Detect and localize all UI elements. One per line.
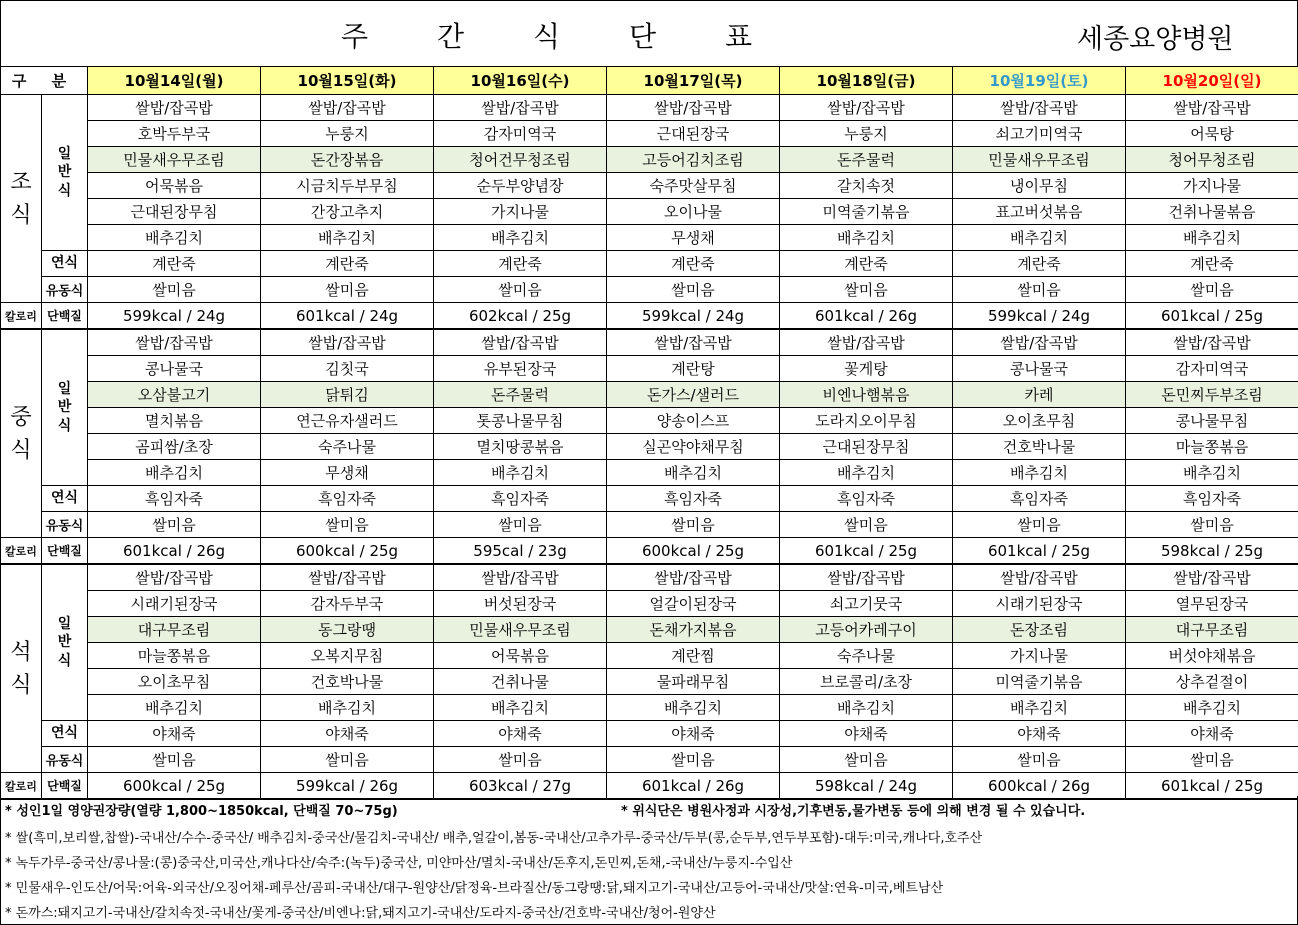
menu-item: 물파래무침 (607, 669, 780, 695)
menu-item: 도라지오이무침 (780, 408, 953, 434)
menu-item: 배추김치 (1126, 695, 1298, 721)
day-header: 10월16일(수) (434, 67, 607, 95)
menu-item: 쌀미음 (1126, 512, 1298, 538)
day-header: 10월15일(화) (261, 67, 434, 95)
menu-item: 쌀밥/잡곡밥 (261, 564, 434, 591)
menu-item: 배추김치 (1126, 225, 1298, 251)
menu-item: 배추김치 (953, 225, 1126, 251)
menu-item: 쌀밥/잡곡밥 (88, 564, 261, 591)
menu-item: 쌀미음 (607, 512, 780, 538)
menu-item: 건호박나물 (953, 434, 1126, 460)
menu-item: 건호박나물 (261, 669, 434, 695)
menu-item: 쌀미음 (434, 512, 607, 538)
menu-item: 순두부양념장 (434, 173, 607, 199)
menu-item: 쌀미음 (1126, 747, 1298, 773)
menu-item: 야채죽 (261, 721, 434, 747)
menu-row (1, 669, 1298, 695)
menu-item: 미역줄기볶음 (953, 669, 1126, 695)
nutrition-value: 599kcal / 24g (953, 303, 1126, 330)
menu-item: 건취나물 (434, 669, 607, 695)
menu-item: 배추김치 (88, 225, 261, 251)
menu-item: 유부된장국 (434, 356, 607, 382)
menu-item: 콩나물무침 (1126, 408, 1298, 434)
nutrition-value: 602kcal / 25g (434, 303, 607, 330)
menu-item: 쌀미음 (88, 277, 261, 303)
liquid-diet-label: 유동식 (42, 512, 88, 538)
menu-item: 감자미역국 (1126, 356, 1298, 382)
menu-item: 쌀밥/잡곡밥 (1126, 329, 1298, 356)
soft-diet-label: 연식 (42, 486, 88, 512)
menu-item: 청어건무청조림 (434, 147, 607, 173)
page-title (341, 15, 821, 55)
menu-item: 톳콩나물무침 (434, 408, 607, 434)
menu-item: 멸치땅콩볶음 (434, 434, 607, 460)
menu-item: 돈주물럭 (780, 147, 953, 173)
menu-item: 비엔나햄볶음 (780, 382, 953, 408)
menu-item: 흑임자죽 (88, 486, 261, 512)
title-char: 식 (533, 20, 561, 53)
liquid-row (1, 512, 1298, 538)
menu-item: 배추김치 (780, 460, 953, 486)
menu-row (1, 356, 1298, 382)
menu-row (1, 643, 1298, 669)
note-recommend: * 성인1일 영양권장량(열량 1,800~1850kcal, 단백질 70~75g) (5, 804, 398, 819)
menu-item: 쌀미음 (1126, 277, 1298, 303)
menu-row (1, 591, 1298, 617)
day-header: 10월18일(금) (780, 67, 953, 95)
menu-row (1, 199, 1298, 225)
menu-item: 배추김치 (261, 225, 434, 251)
nutrition-value: 600kcal / 25g (261, 538, 434, 565)
nutrition-value: 601kcal / 26g (88, 538, 261, 565)
menu-row (1, 173, 1298, 199)
menu-item: 가지나물 (1126, 173, 1298, 199)
nutrition-value: 600kcal / 26g (953, 773, 1126, 800)
menu-item: 근대된장무침 (780, 434, 953, 460)
liquid-row (1, 747, 1298, 773)
menu-item: 쌀밥/잡곡밥 (780, 95, 953, 121)
nutrition-value: 598kcal / 25g (1126, 538, 1298, 565)
menu-item: 오이나물 (607, 199, 780, 225)
menu-item: 배추김치 (261, 695, 434, 721)
menu-item: 근대된장국 (607, 121, 780, 147)
menu-item: 쌀미음 (780, 512, 953, 538)
menu-item: 간장고추지 (261, 199, 434, 225)
menu-row (1, 460, 1298, 486)
menu-item: 대구무조림 (88, 617, 261, 643)
hospital-name: 세종요양병원 (1077, 24, 1234, 55)
menu-item: 멸치볶음 (88, 408, 261, 434)
menu-item: 표고버섯볶음 (953, 199, 1126, 225)
menu-item: 쌀미음 (261, 512, 434, 538)
menu-item: 쌀밥/잡곡밥 (261, 95, 434, 121)
note-origin: * 녹두가루-중국산/콩나물:(콩)중국산,미국산,캐나다산/숙주:(녹두)중국산, 미얀마산/멸치-국내산/돈후지,돈민찌,돈채,-국내산/누룽지-수입산 (5, 856, 793, 871)
menu-item: 쌀미음 (434, 277, 607, 303)
menu-item: 배추김치 (88, 695, 261, 721)
menu-item: 야채죽 (88, 721, 261, 747)
menu-item: 대구무조림 (1126, 617, 1298, 643)
menu-item: 흑임자죽 (1126, 486, 1298, 512)
protein-label: 단백질 (42, 303, 88, 330)
menu-item: 배추김치 (88, 460, 261, 486)
menu-row (1, 434, 1298, 460)
menu-item: 쌀미음 (953, 512, 1126, 538)
menu-item: 쇠고기뭇국 (780, 591, 953, 617)
soft-row (1, 721, 1298, 747)
menu-item: 배추김치 (1126, 460, 1298, 486)
menu-item: 쌀미음 (780, 277, 953, 303)
menu-item: 민물새우무조림 (434, 617, 607, 643)
menu-item: 흑임자죽 (953, 486, 1126, 512)
menu-item: 어묵탕 (1126, 121, 1298, 147)
menu-row (1, 617, 1298, 643)
menu-item: 흑임자죽 (780, 486, 953, 512)
nutrition-value: 595cal / 23g (434, 538, 607, 565)
menu-item: 배추김치 (434, 695, 607, 721)
menu-item: 계란죽 (780, 251, 953, 277)
menu-item: 가지나물 (434, 199, 607, 225)
menu-item: 시금치두부무침 (261, 173, 434, 199)
menu-item: 계란죽 (953, 251, 1126, 277)
menu-item: 쌀미음 (607, 277, 780, 303)
menu-item: 돈가스/샐러드 (607, 382, 780, 408)
menu-item: 쌀밥/잡곡밥 (261, 329, 434, 356)
nutrition-value: 598kcal / 24g (780, 773, 953, 800)
menu-item: 계란죽 (88, 251, 261, 277)
nutrition-value: 600kcal / 25g (88, 773, 261, 800)
menu-item: 콩나물국 (953, 356, 1126, 382)
notes-section (0, 796, 1298, 925)
menu-item: 오삼불고기 (88, 382, 261, 408)
menu-item: 숙주맛살무침 (607, 173, 780, 199)
calorie-label: 칼로리 (1, 303, 42, 330)
menu-item: 쌀밥/잡곡밥 (1126, 95, 1298, 121)
menu-row (1, 408, 1298, 434)
menu-item: 돈주물럭 (434, 382, 607, 408)
menu-item: 버섯야채볶음 (1126, 643, 1298, 669)
calorie-label: 칼로리 (1, 773, 42, 800)
menu-item: 쌀밥/잡곡밥 (780, 329, 953, 356)
menu-item: 쌀미음 (953, 747, 1126, 773)
menu-row (1, 147, 1298, 173)
nutrition-value: 600kcal / 25g (607, 538, 780, 565)
menu-item: 민물새우무조림 (88, 147, 261, 173)
menu-item: 쌀밥/잡곡밥 (953, 95, 1126, 121)
menu-item: 상추겉절이 (1126, 669, 1298, 695)
menu-item: 무생채 (607, 225, 780, 251)
menu-item: 숙주나물 (780, 643, 953, 669)
nutrition-row (1, 303, 1298, 330)
menu-item: 쌀미음 (261, 747, 434, 773)
menu-item: 버섯된장국 (434, 591, 607, 617)
soft-diet-label: 연식 (42, 251, 88, 277)
menu-item: 계란죽 (1126, 251, 1298, 277)
note-origin: * 쌀(흑미,보리쌀,찹쌀)-국내산/수수-중국산/ 배추김치-중국산/물김치-국내산/ 배추,얼갈이,봄동-국내산/고추가루-중국산/두부(콩,순두부,연두부포함)-대두:미국,캐나다,호주산 (5, 831, 983, 846)
menu-item: 쌀미음 (88, 512, 261, 538)
meal-label: 석 식 (1, 564, 42, 773)
menu-item: 갈치속젓 (780, 173, 953, 199)
menu-item: 계란탕 (607, 356, 780, 382)
menu-item: 쌀미음 (88, 747, 261, 773)
menu-item: 쌀밥/잡곡밥 (607, 95, 780, 121)
menu-item: 무생채 (261, 460, 434, 486)
note-origin: * 돈까스:돼지고기-국내산/갈치속젓-국내산/꽃게-중국산/비엔나:닭,돼지고기-국내산/도라지-중국산/건호박-국내산/청어-원양산 (5, 906, 716, 921)
menu-item: 쌀밥/잡곡밥 (607, 329, 780, 356)
menu-row (1, 564, 1298, 591)
menu-item: 고등어카레구이 (780, 617, 953, 643)
menu-item: 시래기된장국 (88, 591, 261, 617)
menu-item: 쌀밥/잡곡밥 (953, 564, 1126, 591)
menu-item: 흑임자죽 (607, 486, 780, 512)
menu-item: 열무된장국 (1126, 591, 1298, 617)
nutrition-value: 601kcal / 26g (607, 773, 780, 800)
menu-item: 마늘쫑볶음 (88, 643, 261, 669)
nutrition-value: 599kcal / 26g (261, 773, 434, 800)
meal-label: 중 식 (1, 329, 42, 538)
menu-item: 가지나물 (953, 643, 1126, 669)
soft-row (1, 251, 1298, 277)
liquid-diet-label: 유동식 (42, 277, 88, 303)
calorie-label: 칼로리 (1, 538, 42, 565)
menu-item: 돈간장볶음 (261, 147, 434, 173)
sheet-header (0, 0, 1298, 67)
menu-item: 계란찜 (607, 643, 780, 669)
nutrition-value: 603kcal / 27g (434, 773, 607, 800)
title-char: 표 (725, 20, 753, 53)
menu-item: 동그랑땡 (261, 617, 434, 643)
menu-item: 실곤약야채무침 (607, 434, 780, 460)
general-diet-label: 일 반 식 (42, 329, 88, 486)
menu-item: 청어무청조림 (1126, 147, 1298, 173)
nutrition-value: 601kcal / 25g (780, 538, 953, 565)
day-header: 10월14일(월) (88, 67, 261, 95)
menu-item: 오이초무침 (953, 408, 1126, 434)
menu-item: 야채죽 (1126, 721, 1298, 747)
menu-item: 고등어김치조림 (607, 147, 780, 173)
header-row (1, 67, 1298, 95)
menu-row (1, 225, 1298, 251)
menu-item: 배추김치 (607, 695, 780, 721)
menu-item: 쌀미음 (434, 747, 607, 773)
nutrition-value: 601kcal / 25g (1126, 773, 1298, 800)
menu-item: 감자미역국 (434, 121, 607, 147)
protein-label: 단백질 (42, 538, 88, 565)
menu-item: 근대된장무침 (88, 199, 261, 225)
nutrition-value: 601kcal / 24g (261, 303, 434, 330)
menu-item: 카레 (953, 382, 1126, 408)
menu-item: 냉이무침 (953, 173, 1126, 199)
general-diet-label: 일 반 식 (42, 95, 88, 251)
menu-item: 쌀밥/잡곡밥 (607, 564, 780, 591)
menu-item: 곰피쌈/초장 (88, 434, 261, 460)
menu-item: 야채죽 (780, 721, 953, 747)
menu-row (1, 95, 1298, 121)
menu-item: 쌀밥/잡곡밥 (780, 564, 953, 591)
menu-item: 양송이스프 (607, 408, 780, 434)
menu-item: 배추김치 (953, 460, 1126, 486)
menu-item: 누룽지 (780, 121, 953, 147)
menu-item: 어묵볶음 (88, 173, 261, 199)
menu-item: 흑임자죽 (261, 486, 434, 512)
liquid-row (1, 277, 1298, 303)
nutrition-value: 599kcal / 24g (88, 303, 261, 330)
note-origin: * 민물새우-인도산/어묵:어육-외국산/오징어채-페루산/곰피-국내산/대구-원양산/닭정육-브라질산/동그랑땡:닭,돼지고기-국내산/고등어-국내산/맛살:연육-미국,베트남산 (5, 881, 944, 896)
title-char: 단 (629, 20, 657, 53)
menu-item: 야채죽 (953, 721, 1126, 747)
menu-item: 오복지무침 (261, 643, 434, 669)
general-diet-label: 일 반 식 (42, 564, 88, 721)
menu-item: 돈장조림 (953, 617, 1126, 643)
menu-item: 민물새우무조림 (953, 147, 1126, 173)
gubun-header: 구 분 (1, 67, 88, 95)
menu-item: 돈민찌두부조림 (1126, 382, 1298, 408)
day-header: 10월19일(토) (953, 67, 1126, 95)
liquid-diet-label: 유동식 (42, 747, 88, 773)
menu-row (1, 382, 1298, 408)
menu-item: 배추김치 (434, 225, 607, 251)
menu-item: 야채죽 (434, 721, 607, 747)
menu-item: 오이초무침 (88, 669, 261, 695)
nutrition-value: 601kcal / 25g (953, 538, 1126, 565)
menu-item: 배추김치 (607, 460, 780, 486)
menu-item: 쌀밥/잡곡밥 (88, 95, 261, 121)
menu-item: 닭튀김 (261, 382, 434, 408)
menu-item: 쇠고기미역국 (953, 121, 1126, 147)
title-char: 간 (437, 20, 465, 53)
menu-item: 숙주나물 (261, 434, 434, 460)
menu-item: 꽃게탕 (780, 356, 953, 382)
menu-row (1, 695, 1298, 721)
meal-label: 조 식 (1, 95, 42, 303)
menu-item: 돈채가지볶음 (607, 617, 780, 643)
soft-diet-label: 연식 (42, 721, 88, 747)
menu-item: 쌀밥/잡곡밥 (434, 95, 607, 121)
menu-item: 쌀밥/잡곡밥 (434, 564, 607, 591)
protein-label: 단백질 (42, 773, 88, 800)
menu-item: 계란죽 (607, 251, 780, 277)
menu-item: 어묵볶음 (434, 643, 607, 669)
menu-item: 흑임자죽 (434, 486, 607, 512)
menu-item: 콩나물국 (88, 356, 261, 382)
menu-item: 브로콜리/초장 (780, 669, 953, 695)
menu-item: 계란죽 (434, 251, 607, 277)
menu-item: 호박두부국 (88, 121, 261, 147)
menu-item: 쌀미음 (953, 277, 1126, 303)
day-header: 10월20일(일) (1126, 67, 1298, 95)
menu-item: 배추김치 (953, 695, 1126, 721)
menu-item: 연근유자샐러드 (261, 408, 434, 434)
menu-item: 미역줄기볶음 (780, 199, 953, 225)
menu-item: 배추김치 (780, 225, 953, 251)
menu-item: 김칫국 (261, 356, 434, 382)
menu-row (1, 121, 1298, 147)
menu-item: 마늘쫑볶음 (1126, 434, 1298, 460)
soft-row (1, 486, 1298, 512)
menu-row (1, 329, 1298, 356)
menu-item: 감자두부국 (261, 591, 434, 617)
menu-item: 쌀밥/잡곡밥 (1126, 564, 1298, 591)
nutrition-value: 601kcal / 26g (780, 303, 953, 330)
menu-item: 배추김치 (434, 460, 607, 486)
nutrition-row (1, 538, 1298, 565)
menu-item: 건취나물볶음 (1126, 199, 1298, 225)
menu-item: 누룽지 (261, 121, 434, 147)
menu-item: 쌀밥/잡곡밥 (953, 329, 1126, 356)
menu-item: 시래기된장국 (953, 591, 1126, 617)
menu-item: 쌀밥/잡곡밥 (88, 329, 261, 356)
menu-item: 쌀미음 (261, 277, 434, 303)
menu-item: 배추김치 (780, 695, 953, 721)
menu-item: 쌀밥/잡곡밥 (434, 329, 607, 356)
note-change: * 위식단은 병원사정과 시장성,기후변동,물가변동 등에 의해 변경 될 수 있습니다. (621, 804, 1086, 819)
menu-item: 쌀미음 (780, 747, 953, 773)
menu-item: 계란죽 (261, 251, 434, 277)
menu-item: 쌀미음 (607, 747, 780, 773)
day-header: 10월17일(목) (607, 67, 780, 95)
nutrition-value: 599kcal / 24g (607, 303, 780, 330)
menu-item: 얼갈이된장국 (607, 591, 780, 617)
menu-table (0, 66, 1298, 800)
title-char: 주 (341, 20, 369, 53)
nutrition-value: 601kcal / 25g (1126, 303, 1298, 330)
menu-item: 야채죽 (607, 721, 780, 747)
